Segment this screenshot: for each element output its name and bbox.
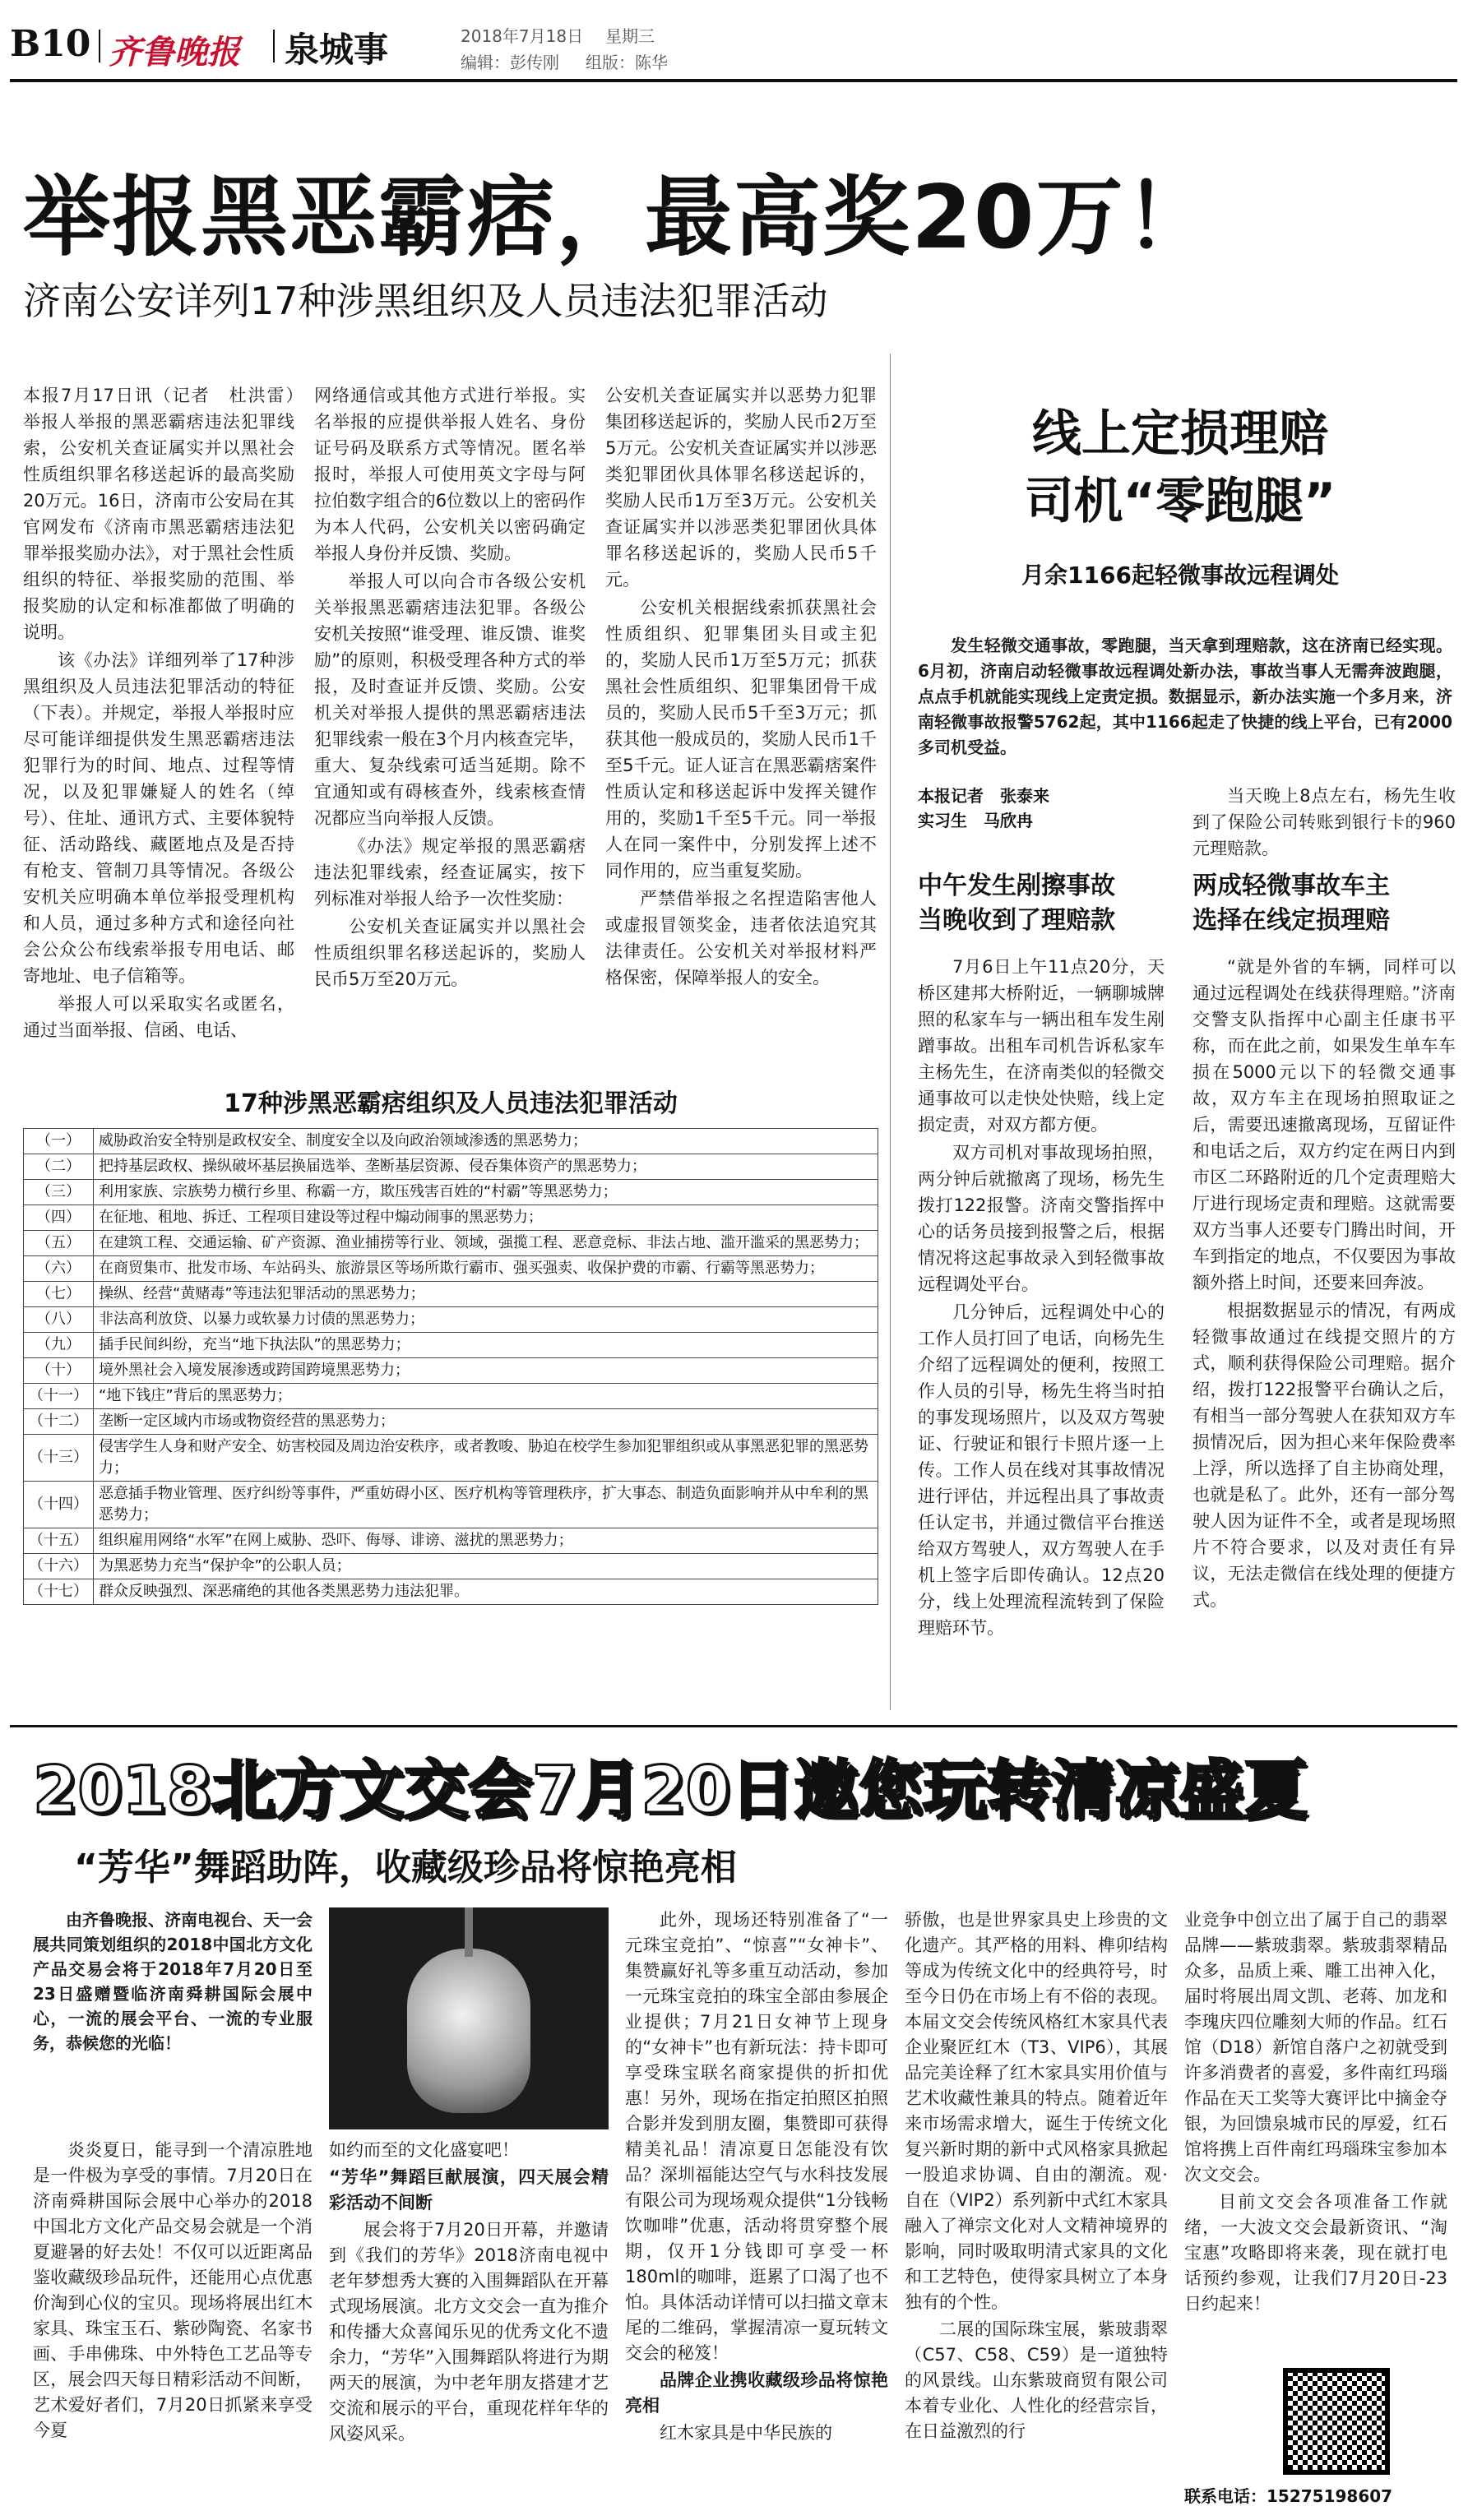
ad-column-1	[33, 2138, 313, 2508]
side-intro	[918, 633, 1452, 798]
crime-table-row	[24, 1154, 878, 1180]
ad-intro-text: 由齐鲁晚报、济南电视台、天一会展共同策划组织的2018中国北方文化产品交易会将于2018年7月20日至23日盛赠暨临济南舜耕国际会展中心，一流的展会平台、一流的专业服务，恭候您的光临！	[33, 1910, 313, 2053]
crime-table-row	[24, 1482, 878, 1528]
editor-credit: 编辑：彭传刚	[461, 53, 559, 72]
crime-table-number: （十五）	[24, 1528, 94, 1554]
crime-table-number: （九）	[24, 1333, 94, 1358]
crime-table-text: “地下钱庄”背后的黑恶势力；	[94, 1384, 878, 1409]
page-header	[10, 18, 1457, 76]
crime-table-row	[24, 1129, 878, 1154]
ad-subtitle: “芳华”舞蹈助阵，收藏级珍品将惊艳亮相	[74, 1847, 737, 1889]
crime-table-text: 插手民间纠纷，充当“地下执法队”的黑恶势力；	[94, 1333, 878, 1358]
ad-col4-p1: 骄傲，也是世界家具史上珍贵的文化遗产。其严格的用料、榫卯结构等成为传统文化中的经典符号，时至今日仍在市场上有不俗的表现。本届文交会传统风格红木家具代表企业聚匠红木（T3、VIP6），其展品完美诠释了红木家具实用价值与艺术收藏性兼具的特点。随着近年来市场需求增大，诞生于传统文化复兴新时期的新中式风格家具掀起一股追求协调、自由的潮流。观·自在（VIP2）系列新中式红木家具融入了禅宗文化对人文精神境界的影响，同时吸取明清式家具的文化和工艺特色，使得家具树立了本身独有的个性。	[905, 1910, 1168, 2312]
side-subhead-right-1: 两成轻微事故车主	[1192, 872, 1390, 900]
crime-table-row	[24, 1205, 878, 1231]
ad-col1-p1: 炎炎夏日，能寻到一个清凉胜地是一件极为享受的事情。7月20日在济南舜耕国际会展中心举办的2018中国北方文化产品交易会就是一个消夏避暑的好去处！不仅可以近距离品鉴收藏级珍品玩件，还能用心点优惠价淘到心仪的宝贝。现场将展出红木家具、珠宝玉石、紫砂陶瓷、名家书画、手串佛珠、中外特色工艺品等专区，展会四天每日精彩活动不间断，艺术爱好者们，7月20日抓紧来享受今夏	[33, 2140, 313, 2440]
ad-col4-p2: 二展的国际珠宝展，紫玻翡翠（C57、C58、C59）是一道独特的风景线。山东紫玻商贸有限公司本着专业化、人性化的经营宗旨，在日益激烈的行	[905, 2319, 1168, 2441]
side-title-1: 线上定损理赔	[1032, 405, 1328, 463]
crime-table-row	[24, 1384, 878, 1409]
crime-table-row	[24, 1231, 878, 1256]
side-reporter-2: 实习生 马欣冉	[918, 811, 1033, 830]
lead-column-2	[314, 382, 586, 1106]
crime-table-row	[24, 1307, 878, 1333]
ad-title: 2018北方文交会7月20日邀您玩转清凉盛夏	[33, 1754, 1308, 1828]
crime-table-text: 在商贸集市、批发市场、车站码头、旅游景区等场所欺行霸市、强买强卖、收保护费的市霸、行霸等黑恶势力；	[94, 1256, 878, 1282]
crime-table-row	[24, 1554, 878, 1579]
crime-table-title: 17种涉黑恶霸痞组织及人员违法犯罪活动	[224, 1089, 678, 1118]
side-right-p2: 根据数据显示的情况，有两成轻微事故通过在线提交照片的方式，顺利获得保险公司理赔。据介绍，拨打122报警平台确认之后，有相当一部分驾驶人在获知双方车损情况后，因为担心来年保险费率上浮，所以选择了自主协商处理，也就是私了。此外，还有一部分驾驶人因为证件不全，或者是现场照片不符合要求，以及对责任有异议，无法走微信在线处理的便捷方式。	[1192, 1301, 1456, 1610]
side-lead-right	[1192, 783, 1456, 865]
page-number: B10	[10, 23, 91, 65]
ad-col3-p2: 红木家具是中华民族的	[660, 2423, 832, 2443]
crime-table-row	[24, 1282, 878, 1307]
crime-table-text: 垄断一定区域内市场或物资经营的黑恶势力；	[94, 1409, 878, 1435]
side-intro-text: 发生轻微交通事故，零跑腿，当天拿到理赔款，这在济南已经实现。6月初，济南启动轻微事故远程调处新办法，事故当事人无需奔波跑腿，点点手机就能实现线上定责定损。数据显示，新办法实施一个多月来，济南轻微事故报警5762起，其中1166起走了快捷的线上平台，已有2000多司机受益。	[918, 636, 1452, 757]
crime-table-number: （十七）	[24, 1579, 94, 1605]
crime-table-text: 威胁政治安全特别是政权安全、制度安全以及向政治领域渗透的黑恶势力；	[94, 1129, 878, 1154]
crime-table-number: （十三）	[24, 1435, 94, 1482]
crime-table-number: （四）	[24, 1205, 94, 1231]
lead-col2-p2: 举报人可以向合市各级公安机关举报黑恶霸痞违法犯罪。各级公安机关按照“谁受理、谁反馈、谁奖励”的原则，积极受理各种方式的举报，及时查证并反馈、奖励。公安机关对举报人提供的黑恶霸痞违法犯罪线索一般在3个月内核查完毕，重大、复杂线索可适当延期。除不宜通知或有碍核查外，线索核查情况都应当向举报人反馈。	[314, 571, 586, 828]
qr-code-icon[interactable]	[1283, 2368, 1390, 2475]
crime-table-number: （十）	[24, 1358, 94, 1384]
crime-table-text: 组织雇用网络“水军”在网上威胁、恐吓、侮辱、诽谤、滋扰的黑恶势力；	[94, 1528, 878, 1554]
crime-table-number: （五）	[24, 1231, 94, 1256]
crime-table-text: 在建筑工程、交通运输、矿产资源、渔业捕捞等行业、领域，强揽工程、恶意竞标、非法占地、滥开滥采的黑恶势力；	[94, 1231, 878, 1256]
ad-photo	[329, 1907, 609, 2129]
side-lead-right-text: 当天晚上8点左右，杨先生收到了保险公司转账到银行卡的960元理赔款。	[1192, 786, 1456, 858]
pendant-cord	[465, 1907, 473, 1957]
lead-col2-p1: 网络通信或其他方式进行举报。实名举报的应提供举报人姓名、身份证号码及联系方式等情况。匿名举报时，举报人可使用英文字母与阿拉伯数字组合的6位数以上的密码作为本人代码，公安机关以密码确定举报人身份并反馈、奖励。	[314, 386, 586, 563]
crime-table-number: （十一）	[24, 1384, 94, 1409]
ad-col2-p2: 展会将于7月20日开幕，并邀请到《我们的芳华》2018济南电视中老年梦想秀大赛的入围舞蹈队在开幕式现场展演。北方文交会一直为推介和传播大众喜闻乐见的优秀文化不遗余力，“芳华”入围舞蹈队将进行为期两天的展演，为中老年朋友搭建才艺交流和展示的平台，重现花样年华的风姿风采。	[329, 2220, 609, 2444]
crime-table	[23, 1128, 878, 1605]
issue-date: 2018年7月18日	[461, 26, 584, 46]
crime-table-text: 境外黑社会入境发展渗透或跨国跨境黑恶势力；	[94, 1358, 878, 1384]
side-subhead-left-2: 当晚收到了理赔款	[918, 906, 1115, 935]
ad-intro	[33, 1907, 313, 2121]
crime-table-number: （三）	[24, 1180, 94, 1205]
crime-table-row	[24, 1333, 878, 1358]
issue-weekday: 星期三	[605, 26, 655, 46]
lead-col1-p1: 本报7月17日讯（记者 杜洪雷） 举报人举报的黑恶霸痞违法犯罪线索，公安机关查证属实并以黑社会性质组织罪名移送起诉的最高奖励20万元。16日，济南市公安局在其官网发布《济南市黑恶霸痞违法犯罪举报奖励办法》，对于黑社会性质组织的特征、举报奖励的范围、举报奖励的认定和标准都做了明确的说明。	[23, 386, 312, 642]
lead-col2-p4: 公安机关查证属实并以黑社会性质组织罪名移送起诉的，奖励人民币5万至20万元。	[314, 917, 586, 989]
ad-column-4	[905, 1907, 1168, 2508]
side-column-left	[918, 954, 1165, 1710]
side-subtitle: 月余1166起轻微事故远程调处	[1021, 562, 1339, 589]
crime-table-number: （十四）	[24, 1482, 94, 1528]
lead-headline: 举报黑恶霸痞，最高奖20万！	[23, 167, 1214, 268]
lead-column-3	[605, 382, 877, 1106]
side-reporter-1: 本报记者 张泰来	[918, 786, 1049, 806]
lead-col1-p3: 举报人可以采取实名或匿名，通过当面举报、信函、电话、	[23, 994, 294, 1040]
crime-table-row	[24, 1579, 878, 1605]
side-left-p1: 7月6日上午11点20分，天桥区建邦大桥附近，一辆聊城牌照的私家车与一辆出租车发生剐蹭事故。出租车司机告诉私家车主杨先生，在济南类似的轻微交通事故可以走快处快赔，线上定损定责，对双方都方便。	[918, 957, 1165, 1135]
crime-table-row	[24, 1528, 878, 1554]
crime-table-number: （十二）	[24, 1409, 94, 1435]
ad-column-2	[329, 2138, 609, 2508]
section-name: 泉城事	[285, 30, 389, 70]
ad-col2-subhead: “芳华”舞蹈巨献展演，四天展会精彩活动不间断	[329, 2167, 609, 2213]
lead-col2-p3: 《办法》规定举报的黑恶霸痞违法犯罪线索，经查证属实，按下列标准对举报人给予一次性奖励：	[314, 836, 586, 909]
crime-table-number: （七）	[24, 1282, 94, 1307]
crime-table-text: 操纵、经营“黄赌毒”等违法犯罪活动的黑恶势力；	[94, 1282, 878, 1307]
ad-col5-p2: 目前文交会各项准备工作就绪，一大波文交会最新资讯、“淘宝惠”攻略即将来袭，现在就打电话预约参观，让我们7月20日-23日约起来！	[1184, 2192, 1447, 2314]
ad-col3-p1: 此外，现场还特别准备了“一元珠宝竞拍”、“惊喜”“女神卡”、集赞赢好礼等多重互动活动，参加一元珠宝竞拍的珠宝全部由参展企业提供；7月21日女神节上现身的“女神卡”也有新玩法：持卡即可享受珠宝联名商家提供的折扣优惠！另外，现场在指定拍照区拍照合影并发到朋友圈，集赞即可获得精美礼品！清凉夏日怎能没有饮品？深圳福能达空气与水科技发展有限公司为现场观众提供“1分钱畅饮咖啡”优惠，活动将贯穿整个展期，仅开1分钱即可享受一杯180ml的咖啡，逛累了口渴了也不怕。具体活动详情可以扫描文章末尾的二维码，掌握清凉一夏玩转文交会的秘笈！	[625, 1910, 888, 2363]
ad-column-3	[625, 1907, 888, 2508]
crime-table-text: 利用家族、宗族势力横行乡里、称霸一方，欺压残害百姓的“村霸”等黑恶势力；	[94, 1180, 878, 1205]
crime-table-row	[24, 1435, 878, 1482]
column-divider	[890, 354, 891, 1710]
header-divider	[99, 30, 100, 62]
lead-col3-p1: 公安机关查证属实并以恶势力犯罪集团移送起诉的，奖励人民币2万至5万元。公安机关查证属实并以涉恶类犯罪团伙具体罪名移送起诉的，奖励人民币1万至3万元。公安机关查证属实并以涉恶类犯罪团伙具体罪名移送起诉的，奖励人民币5千元。	[605, 386, 877, 590]
side-title-2: 司机“零跑腿”	[1024, 473, 1336, 530]
side-left-p2: 双方司机对事故现场拍照，两分钟后就撤离了现场，杨先生拨打122报警。济南交警指挥中心的话务员接到报警之后，根据情况将这起事故录入到轻微事故远程调处平台。	[918, 1143, 1165, 1294]
crime-table-row	[24, 1180, 878, 1205]
side-subhead-right-2: 选择在线定损理赔	[1192, 906, 1390, 935]
side-left-p3: 几分钟后，远程调处中心的工作人员打回了电话，向杨先生介绍了远程调处的便利，按照工作人员的引导，杨先生将当时拍的事发现场照片，以及双方驾驶证、行驶证和银行卡照片逐一上传。工作人员在线对其事故情况进行评估，并远程出具了事故责任认定书，并通过微信平台推送给双方驾驶人，双方驾驶人在手机上签字后即传确认。12点20分，线上处理流程流转到了保险理赔环节。	[918, 1302, 1165, 1638]
jade-pendant-illustration	[407, 1949, 530, 2113]
lead-col1-p2: 该《办法》详细列举了17种涉黑组织及人员违法犯罪活动的特征（下表）。并规定，举报人举报时应尽可能详细提供发生黑恶霸痞违法犯罪行为的时间、地点、过程等情况，以及犯罪嫌疑人的姓名（绰号）、住址、通讯方式、主要体貌特征、活动路线、藏匿地点及是否持有枪支、管制刀具等情况。各级公安机关应明确本单位举报受理机构和人员，通过多种方式和途径向社会公众公布线索举报专用电话、邮寄地址、电子信箱等。	[23, 650, 294, 986]
crime-table-text: 为黑恶势力充当“保护伞”的公职人员；	[94, 1554, 878, 1579]
ad-column-5	[1184, 1907, 1447, 2368]
header-divider-2	[273, 30, 275, 62]
crime-table-text: 侵害学生人身和财产安全、妨害校园及周边治安秩序，或者教唆、胁迫在校学生参加犯罪组织或从事黑恶犯罪的黑恶势力；	[94, 1435, 878, 1482]
lead-column-1	[23, 382, 312, 1106]
crime-table-text: 恶意插手物业管理、医疗纠纷等事件，严重妨碍小区、医疗机构等管理秩序，扩大事态、制造负面影响并从中牟利的黑恶势力；	[94, 1482, 878, 1528]
crime-table-number: （六）	[24, 1256, 94, 1282]
crime-table-row	[24, 1358, 878, 1384]
newspaper-logo: 齐鲁晚报	[109, 33, 240, 72]
layout-credit: 组版：陈华	[586, 53, 668, 72]
ad-col5-p1: 业竞争中创立出了属于自己的翡翠品牌——紫玻翡翠。紫玻翡翠精品众多，品质上乘、雕工出神入化，届时将展出周文凯、老蒋、加龙和李瑰庆四位雕刻大师的作品。红石馆（D18）新馆自落户之初就受到许多消费者的喜爱，多件南红玛瑙作品在天工奖等大赛评比中摘金夺银，为回馈泉城市民的厚爱，红石馆将携上百件南红玛瑙珠宝参加本次文交会。	[1184, 1910, 1447, 2185]
crime-table-text: 群众反映强烈、深恶痛绝的其他各类黑恶势力违法犯罪。	[94, 1579, 878, 1605]
side-subhead-left-1: 中午发生剐擦事故	[918, 872, 1115, 900]
lead-col3-p2: 公安机关根据线索抓获黑社会性质组织、犯罪集团头目或主犯的，奖励人民币1万至5万元；抓获黑社会性质组织、犯罪集团骨干成员的，奖励人民币5千至3万元；抓获其他一般成员的，奖励人民币1千至5千元。证人证言在黑恶霸痞案件性质认定和移送起诉中发挥关键作用的，奖励1千至5千元。同一举报人在同一案件中，分别发挥上述不同作用的，应当重复奖励。	[605, 598, 877, 881]
crime-table-text: 在征地、租地、拆迁、工程项目建设等过程中煽动闹事的黑恶势力；	[94, 1205, 878, 1231]
side-column-right	[1192, 954, 1456, 1710]
ad-border-top	[10, 1725, 1457, 1727]
crime-table-text: 非法高利放贷、以暴力或软暴力讨债的黑恶势力；	[94, 1307, 878, 1333]
crime-table-number: （二）	[24, 1154, 94, 1180]
side-right-p1: “就是外省的车辆，同样可以通过远程调处在线获得理赔。”济南交警支队指挥中心副主任康书平称，而在此之前，如果发生单车车损在5000元以下的轻微交通事故，双方车主在现场拍照取证之后，需要迅速撤离现场，互留证件和电话之后，双方约定在两日内到市区二环路附近的几个定责理赔大厅进行现场定责和理赔。这就需要双方当事人还要专门腾出时间，开车到指定的地点，不仅要因为事故额外搭上时间，还要来回奔波。	[1192, 957, 1456, 1292]
lead-subhead: 济南公安详列17种涉黑组织及人员违法犯罪活动	[23, 279, 828, 323]
ad-contact: 联系电话：15275198607	[1184, 2486, 1393, 2506]
crime-table-text: 把持基层政权、操纵破坏基层换届选举、垄断基层资源、侵吞集体资产的黑恶势力；	[94, 1154, 878, 1180]
crime-table-number: （十六）	[24, 1554, 94, 1579]
crime-table-row	[24, 1409, 878, 1435]
crime-table-row	[24, 1256, 878, 1282]
ad-col3-subhead: 品牌企业携收藏级珍品将惊艳亮相	[625, 2370, 888, 2416]
lead-col3-p3: 严禁借举报之名捏造陷害他人或虚报冒领奖金，违者依法追究其法律责任。公安机关对举报材料严格保密，保障举报人的安全。	[605, 889, 877, 987]
crime-table-number: （一）	[24, 1129, 94, 1154]
ad-col2-p1: 如约而至的文化盛宴吧！	[329, 2140, 519, 2160]
crime-table-number: （八）	[24, 1307, 94, 1333]
header-rule	[10, 79, 1457, 82]
